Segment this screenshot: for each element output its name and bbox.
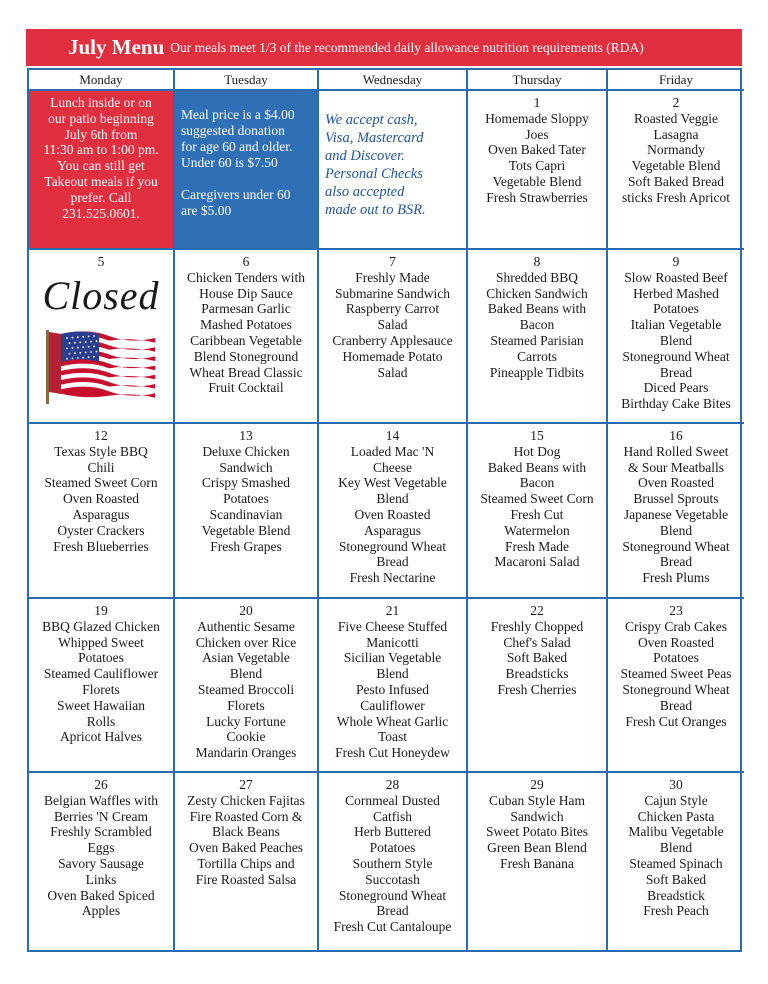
menu-item: sticks Fresh Apricot (622, 189, 730, 205)
menu-item: Fire Roasted Corn & (189, 808, 303, 824)
menu-item: Manicotti (366, 634, 419, 650)
menu-item: Carrots (517, 348, 557, 364)
payment-info-line: and Discover. (325, 148, 405, 164)
menu-item: Oven Roasted (637, 634, 715, 650)
menu-item: Salad (377, 364, 408, 380)
menu-item: Pineapple Tidbits (489, 364, 585, 380)
menu-item: Bread (659, 697, 693, 713)
day-cell-2 (608, 91, 744, 250)
menu-item: Cajun Style (644, 792, 708, 808)
menu-item: Bread (376, 554, 409, 570)
day-cell-20 (175, 599, 319, 773)
day-cell-12 (29, 424, 175, 599)
menu-item: Bacon (519, 317, 555, 333)
day-cell-7 (319, 250, 468, 424)
menu-item: Succotash (365, 871, 420, 887)
menu-item: Fire Roasted Salsa (195, 871, 297, 887)
menu-item: Vegetable Blend (492, 173, 582, 189)
day-header-thursday: Thursday (468, 70, 608, 91)
day-cell-14 (319, 424, 468, 599)
day-cell-22 (468, 599, 608, 773)
menu-item: Baked Beans with (487, 301, 587, 317)
day-cell-26 (29, 773, 175, 950)
patio-info-line: prefer. Call (70, 189, 132, 205)
day-number: 23 (669, 603, 683, 618)
menu-item: & Sour Meatballs (628, 459, 724, 475)
day-number: 26 (94, 777, 108, 792)
menu-item: Rolls (86, 713, 116, 729)
menu-item: Southern Style (352, 855, 433, 871)
menu-item: Caribbean Vegetable (190, 332, 302, 348)
price-info-box (175, 91, 319, 250)
menu-item: Vegetable Blend (201, 522, 291, 538)
menu-item: Oven Roasted (354, 506, 431, 522)
day-header-monday: Monday (29, 70, 175, 91)
menu-item: Sweet Hawaiian (56, 697, 146, 713)
menu-banner (26, 29, 742, 66)
menu-item: Apricot Halves (59, 729, 143, 745)
patio-info-line: Takeout meals if you (44, 173, 158, 189)
menu-item: Texas Style BBQ (54, 443, 148, 459)
day-number: 20 (239, 603, 253, 618)
day-number: 22 (530, 603, 544, 618)
day-cell-23 (608, 599, 744, 773)
menu-item: Steamed Sweet Peas (620, 666, 732, 682)
menu-item: Asparagus (72, 506, 130, 522)
menu-item: Steamed Parisian (490, 332, 584, 348)
menu-item: Cuban Style Ham (489, 792, 585, 808)
menu-item: Chili (87, 459, 115, 475)
day-number: 2 (672, 95, 680, 110)
menu-item: Oven Baked Peaches (189, 840, 303, 856)
day-number: 7 (389, 254, 396, 269)
menu-item: Oven Baked Tater (488, 142, 586, 158)
day-cell-16 (608, 424, 744, 599)
menu-item: Soft Baked (506, 650, 568, 666)
menu-item: Fruit Cocktail (208, 380, 284, 396)
menu-item: Joes (525, 126, 549, 142)
menu-item: Blend (376, 666, 409, 682)
menu-item: Whole Wheat Garlic (336, 713, 449, 729)
menu-item: Chef's Salad (503, 634, 571, 650)
menu-item: Authentic Sesame (197, 618, 295, 634)
menu-item: Fresh Grapes (210, 538, 282, 554)
day-number: 19 (94, 603, 108, 618)
menu-item: Blend (659, 522, 693, 538)
menu-item: Herb Buttered (354, 824, 431, 840)
menu-subtitle: Our meals meet 1/3 of the recommended daily allowance nutrition requirements (RDA) (170, 39, 644, 55)
menu-item: Chicken over Rice (195, 634, 297, 650)
menu-item: Fresh Cherries (497, 681, 577, 697)
menu-item: Lucky Fortune (206, 713, 286, 729)
menu-item: Zesty Chicken Fajitas (187, 792, 305, 808)
patio-info-line: 231.525.0601. (62, 205, 140, 221)
menu-item: Cookie (226, 729, 266, 745)
menu-item: Stoneground Wheat (622, 538, 730, 554)
menu-item: Potatoes (653, 650, 699, 666)
day-number: 15 (530, 428, 544, 443)
menu-item: Soft Baked (645, 871, 707, 887)
closed-label: Closed (42, 272, 160, 318)
day-cell-21 (319, 599, 468, 773)
day-cell-28 (319, 773, 468, 950)
price-info-line: Meal price is a $4.00 (181, 107, 295, 122)
menu-item: Potatoes (78, 650, 124, 666)
menu-item: Scandinavian (209, 506, 283, 522)
menu-item: Diced Pears (643, 380, 709, 396)
menu-item: Freshly Made (355, 269, 430, 285)
menu-item: Pesto Infused (355, 681, 430, 697)
price-info-line: suggested donation (181, 123, 285, 138)
payment-info-line: made out to BSR. (325, 202, 426, 218)
menu-item: Mandarin Oranges (195, 745, 297, 761)
day-number: 13 (239, 428, 253, 443)
menu-item: Fresh Nectarine (349, 570, 436, 586)
day-number: 30 (669, 777, 683, 792)
menu-item: Fresh Cut (510, 506, 564, 522)
menu-item: Oven Roasted (637, 475, 715, 491)
menu-item: Florets (82, 681, 120, 697)
menu-item: Key West Vegetable (338, 475, 447, 491)
menu-item: Stoneground Wheat (622, 348, 730, 364)
menu-item: Black Beans (212, 824, 280, 840)
menu-item: Hand Rolled Sweet (623, 443, 729, 459)
menu-item: Macaroni Salad (494, 554, 580, 570)
menu-item: Cauliflower (360, 697, 425, 713)
menu-item: Fresh Made (504, 538, 570, 554)
day-number: 1 (533, 95, 541, 110)
menu-item: Whipped Sweet (58, 634, 144, 650)
menu-item: Normandy (647, 142, 705, 158)
payment-info-line: We accept cash, (325, 112, 418, 128)
menu-item: Fresh Strawberries (486, 189, 588, 205)
menu-item: Wheat Bread Classic (189, 364, 303, 380)
menu-item: Oven Roasted (62, 491, 140, 507)
menu-item: Shredded BBQ (495, 269, 579, 285)
menu-item: Herbed Mashed (633, 285, 719, 301)
day-number: 29 (530, 777, 544, 792)
menu-item: Blend (376, 491, 409, 507)
menu-title: July Menu (68, 35, 165, 59)
menu-item: Steamed Spinach (629, 855, 723, 871)
patio-info-line: our patio beginning (48, 110, 154, 126)
menu-item: Stoneground Wheat (338, 887, 447, 903)
menu-item: Raspberry Carrot (345, 301, 440, 317)
menu-item: Potatoes (369, 840, 416, 856)
menu-item: Berries 'N Cream (54, 808, 148, 824)
menu-item: Lasagna (653, 126, 699, 142)
american-flag-icon (43, 328, 159, 404)
menu-item: Links (85, 871, 117, 887)
menu-item: Potatoes (223, 491, 269, 507)
menu-item: Loaded Mac 'N (350, 443, 435, 459)
menu-item: Sicilian Vegetable (343, 650, 442, 666)
payment-info-box (319, 91, 468, 250)
menu-item: Bread (659, 554, 693, 570)
menu-item: Blend Stoneground (193, 348, 299, 364)
day-cell-29 (468, 773, 608, 950)
menu-item: Fresh Cut Honeydew (335, 745, 450, 761)
day-number: 16 (669, 428, 683, 443)
menu-item: Green Bean Blend (487, 840, 587, 856)
menu-item: Soft Baked Bread (628, 173, 724, 189)
day-cell-19 (29, 599, 175, 773)
payment-info-line: also accepted (325, 184, 405, 200)
menu-item: Birthday Cake Bites (621, 396, 731, 412)
menu-item: Breadsticks (505, 666, 569, 682)
menu-item: Stoneground Wheat (338, 538, 447, 554)
day-header-friday: Friday (608, 70, 744, 91)
menu-item: Florets (227, 697, 265, 713)
menu-item: Submarine Sandwich (334, 285, 451, 301)
menu-item: Tortilla Chips and (197, 855, 295, 871)
menu-item: Steamed Sweet Corn (480, 491, 594, 507)
menu-item: Apples (81, 903, 121, 919)
menu-item: Eggs (87, 840, 115, 856)
menu-item: Watermelon (504, 522, 570, 538)
price-info-line: Caregivers under 60 (181, 187, 291, 202)
menu-item: Blend (659, 332, 693, 348)
menu-item: Sweet Potato Bites (486, 824, 588, 840)
menu-item: Stoneground Wheat (622, 681, 730, 697)
price-info-line: Under 60 is $7.50 (181, 155, 278, 170)
menu-item: Catfish (373, 808, 412, 824)
day-header-tuesday: Tuesday (175, 70, 319, 91)
menu-item: Five Cheese Stuffed (337, 618, 448, 634)
menu-item: Homemade Sloppy (485, 110, 589, 126)
day-cell-13 (175, 424, 319, 599)
menu-item: Steamed Sweet Corn (44, 475, 158, 491)
menu-item: Steamed Broccoli (197, 681, 295, 697)
patio-info-line: Lunch inside or on (50, 95, 152, 110)
patio-info-box (29, 91, 175, 250)
menu-item: Parmesan Garlic (201, 301, 291, 317)
menu-item: Steamed Cauliflower (43, 666, 159, 682)
menu-item: Freshly Scrambled (50, 824, 152, 840)
menu-item: Oven Baked Spiced (47, 887, 155, 903)
day-header-wednesday: Wednesday (319, 70, 468, 91)
menu-item: Tots Capri (508, 158, 566, 174)
menu-item: Fresh Cut Cantaloupe (333, 919, 452, 935)
menu-item: Crispy Smashed (201, 475, 291, 491)
menu-item: Cornmeal Dusted (345, 792, 440, 808)
menu-item: Malibu Vegetable (628, 824, 724, 840)
menu-item: Savory Sausage (58, 855, 144, 871)
day-number: 28 (385, 777, 400, 792)
menu-item: Belgian Waffles with (44, 792, 158, 808)
menu-item: Asparagus (364, 522, 421, 538)
menu-item: Sandwich (510, 808, 564, 824)
menu-item: Vegetable Blend (631, 158, 721, 174)
menu-item: Oyster Crackers (57, 522, 145, 538)
day-number: 6 (242, 254, 250, 269)
day-cell-6 (175, 250, 319, 424)
menu-item: Bread (376, 903, 409, 919)
day-number: 12 (94, 428, 108, 443)
menu-item: Sandwich (219, 459, 273, 475)
payment-info-line: Visa, Mastercard (325, 130, 424, 146)
menu-item: Bacon (519, 475, 555, 491)
day-number: 14 (385, 428, 400, 443)
menu-item: Fresh Cut Oranges (625, 713, 727, 729)
day-number: 5 (97, 254, 105, 269)
day-number: 8 (533, 254, 541, 269)
menu-item: Italian Vegetable (630, 317, 722, 333)
day-cell-8 (468, 250, 608, 424)
menu-item: Chicken Sandwich (486, 285, 588, 301)
menu-item: Asian Vegetable (202, 650, 290, 666)
menu-item: Fresh Banana (500, 855, 574, 871)
menu-item: Toast (377, 729, 408, 745)
patio-info-line: July 6th from (64, 126, 138, 142)
menu-item: Freshly Chopped (490, 618, 584, 634)
menu-item: Deluxe Chicken (202, 443, 290, 459)
menu-item: Blend (659, 840, 693, 856)
menu-item: Breadstick (647, 887, 705, 903)
menu-item: Roasted Veggie (633, 110, 719, 126)
day-number: 21 (385, 603, 400, 618)
menu-item: Cranberry Applesauce (332, 332, 453, 348)
menu-calendar-grid (27, 68, 742, 952)
spacer (181, 171, 311, 187)
day-number: 27 (239, 777, 253, 792)
day-cell-15 (468, 424, 608, 599)
menu-item: Crispy Crab Cakes (625, 618, 727, 634)
menu-item: Cheese (373, 459, 412, 475)
day-cell-5 (29, 250, 175, 424)
menu-item: Potatoes (653, 301, 699, 317)
menu-item: House Dip Sauce (199, 285, 293, 301)
menu-item: BBQ Glazed Chicken (42, 618, 160, 634)
menu-item: Brussel Sprouts (633, 491, 719, 507)
menu-item: Mashed Potatoes (200, 317, 292, 333)
day-cell-1 (468, 91, 608, 250)
menu-item: Baked Beans with (487, 459, 587, 475)
patio-info-line: You can still get (57, 158, 145, 174)
menu-item: Blend (229, 666, 263, 682)
menu-item: Chicken Pasta (637, 808, 715, 824)
menu-item: Japanese Vegetable (623, 506, 729, 522)
price-info-line: for age 60 and older. (181, 139, 293, 154)
menu-item: Chicken Tenders with (186, 269, 306, 285)
menu-item: Hot Dog (513, 443, 561, 459)
menu-item: Homemade Potato (342, 348, 443, 364)
day-number: 9 (672, 254, 680, 269)
menu-item: Fresh Plums (642, 570, 710, 586)
menu-item: Salad (377, 317, 408, 333)
menu-item: Slow Roasted Beef (624, 269, 728, 285)
menu-item: Fresh Blueberries (53, 538, 149, 554)
day-cell-27 (175, 773, 319, 950)
day-cell-9 (608, 250, 744, 424)
menu-item: Bread (659, 364, 693, 380)
patio-info-line: 11:30 am to 1:00 pm. (43, 142, 159, 158)
payment-info-line: Personal Checks (325, 166, 423, 182)
day-cell-30 (608, 773, 744, 950)
price-info-line: are $5.00 (181, 203, 232, 218)
menu-item: Fresh Peach (643, 903, 709, 919)
